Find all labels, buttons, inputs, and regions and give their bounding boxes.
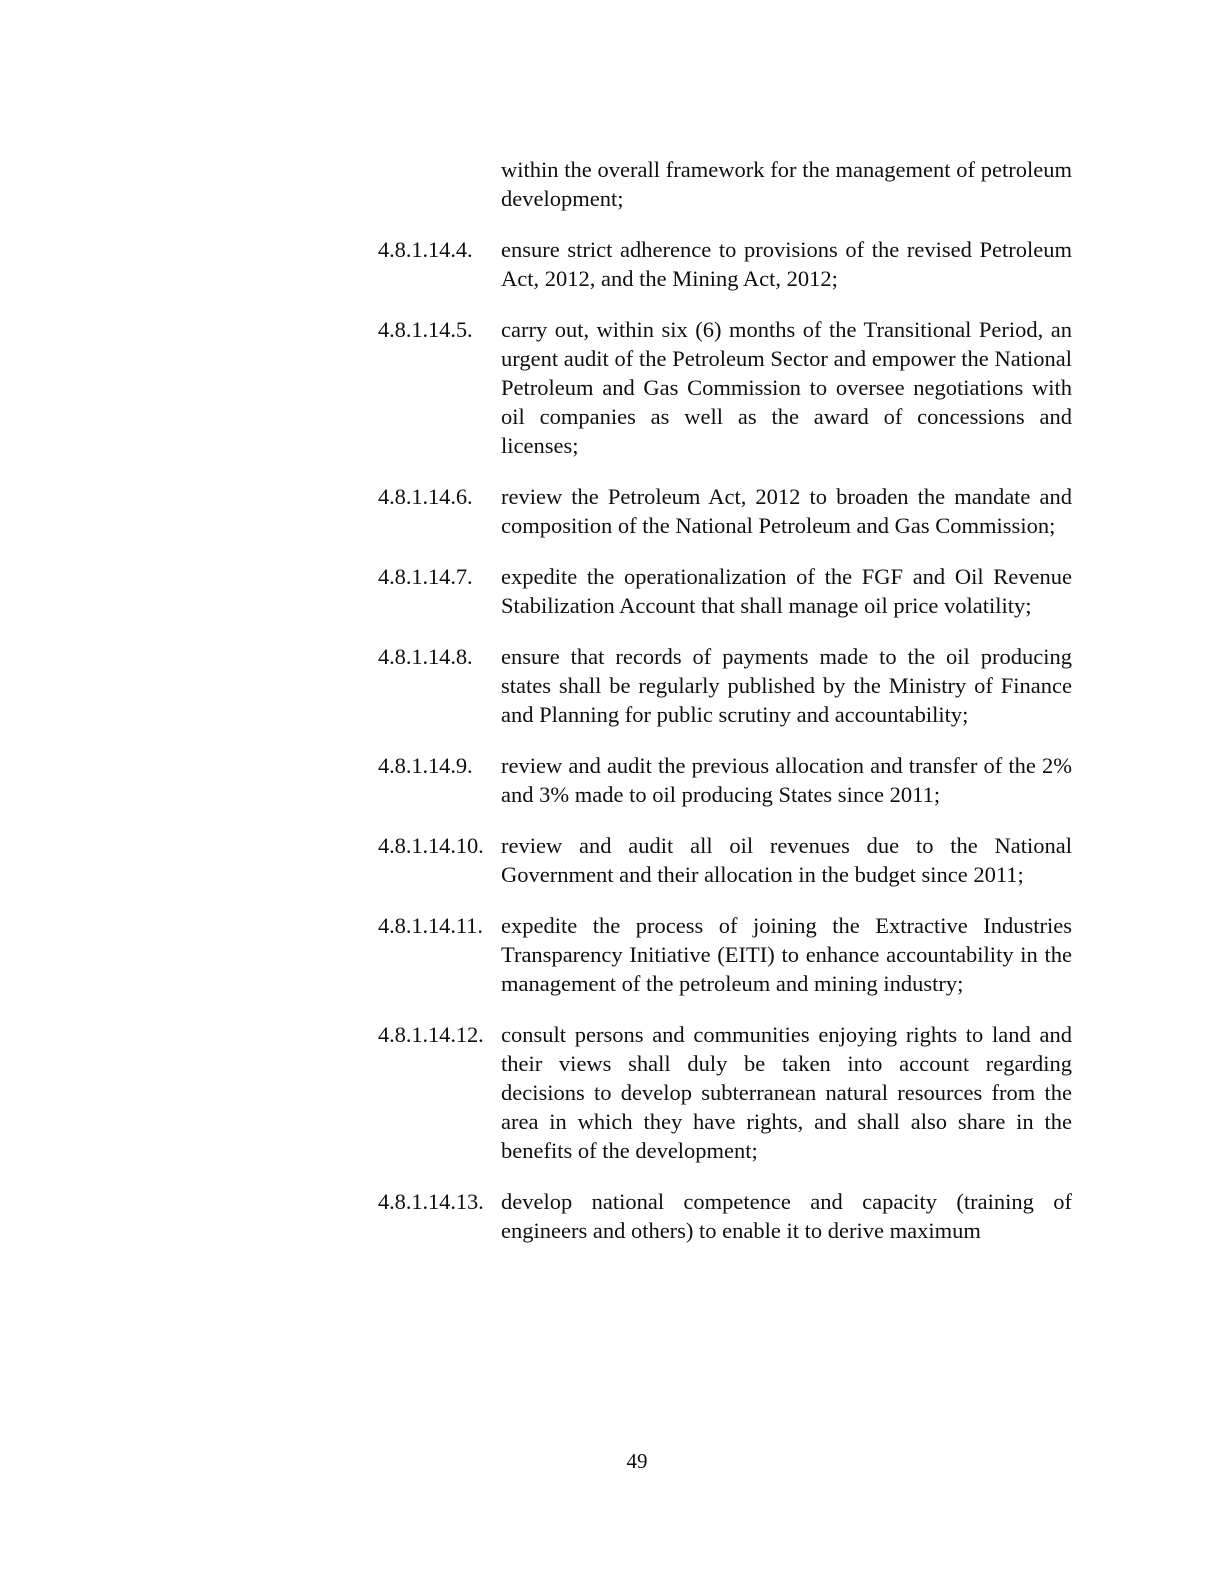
clause-number: 4.8.1.14.11. xyxy=(378,913,483,938)
clause-number: 4.8.1.14.8. xyxy=(378,644,473,669)
clause-item xyxy=(378,482,1072,540)
clause-text: expedite the operationalization of the FGF and Oil Revenue Stabilization Account that shall manage oil price volatility; xyxy=(501,564,1072,618)
continuation-paragraph: within the overall framework for the management of petroleum development; xyxy=(501,157,1072,211)
clause-item xyxy=(378,235,1072,293)
clause-item xyxy=(378,1187,1072,1245)
clause-text: consult persons and communities enjoying rights to land and their views shall duly be taken into account regarding decisions to develop subterranean natural resources from the area in which they have rights, and shall also share in the benefits of the development; xyxy=(501,1022,1072,1163)
page-number: 49 xyxy=(626,1449,648,1473)
clause-number: 4.8.1.14.7. xyxy=(378,564,473,589)
clause-text: ensure that records of payments made to the oil producing states shall be regularly published by the Ministry of Finance and Planning for public scrutiny and accountability; xyxy=(501,644,1072,727)
clause-number: 4.8.1.14.6. xyxy=(378,484,473,509)
clause-text: carry out, within six (6) months of the Transitional Period, an urgent audit of the Petroleum Sector and empower the National Petroleum and Gas Commission to oversee negotiations with oil companies as well as the award of concessions and licenses; xyxy=(501,317,1072,458)
clause-number: 4.8.1.14.13. xyxy=(378,1189,484,1214)
clause-item xyxy=(378,911,1072,998)
page-footer xyxy=(0,1448,1224,1474)
clause-number: 4.8.1.14.5. xyxy=(378,317,473,342)
clause-number: 4.8.1.14.9. xyxy=(378,753,473,778)
clause-number: 4.8.1.14.10. xyxy=(378,833,484,858)
clause-item xyxy=(378,315,1072,460)
clause-text: review and audit the previous allocation and transfer of the 2% and 3% made to oil producing States since 2011; xyxy=(501,753,1072,807)
clause-item xyxy=(378,562,1072,620)
page-body xyxy=(378,155,1072,1245)
clause-number: 4.8.1.14.4. xyxy=(378,237,473,262)
clause-text: develop national competence and capacity (training of engineers and others) to enable it to derive maximum xyxy=(501,1189,1072,1243)
clause-item xyxy=(378,1020,1072,1165)
clause-item xyxy=(378,831,1072,889)
clause-number: 4.8.1.14.12. xyxy=(378,1022,484,1047)
clause-text: expedite the process of joining the Extractive Industries Transparency Initiative (EITI) to enhance accountability in the management of the petroleum and mining industry; xyxy=(501,913,1072,996)
clause-item xyxy=(378,642,1072,729)
clause-item xyxy=(378,751,1072,809)
clause-text: review the Petroleum Act, 2012 to broaden the mandate and composition of the National Petroleum and Gas Commission; xyxy=(501,484,1072,538)
clause-text: review and audit all oil revenues due to the National Government and their allocation in the budget since 2011; xyxy=(501,833,1072,887)
clause-text: ensure strict adherence to provisions of the revised Petroleum Act, 2012, and the Mining Act, 2012; xyxy=(501,237,1072,291)
